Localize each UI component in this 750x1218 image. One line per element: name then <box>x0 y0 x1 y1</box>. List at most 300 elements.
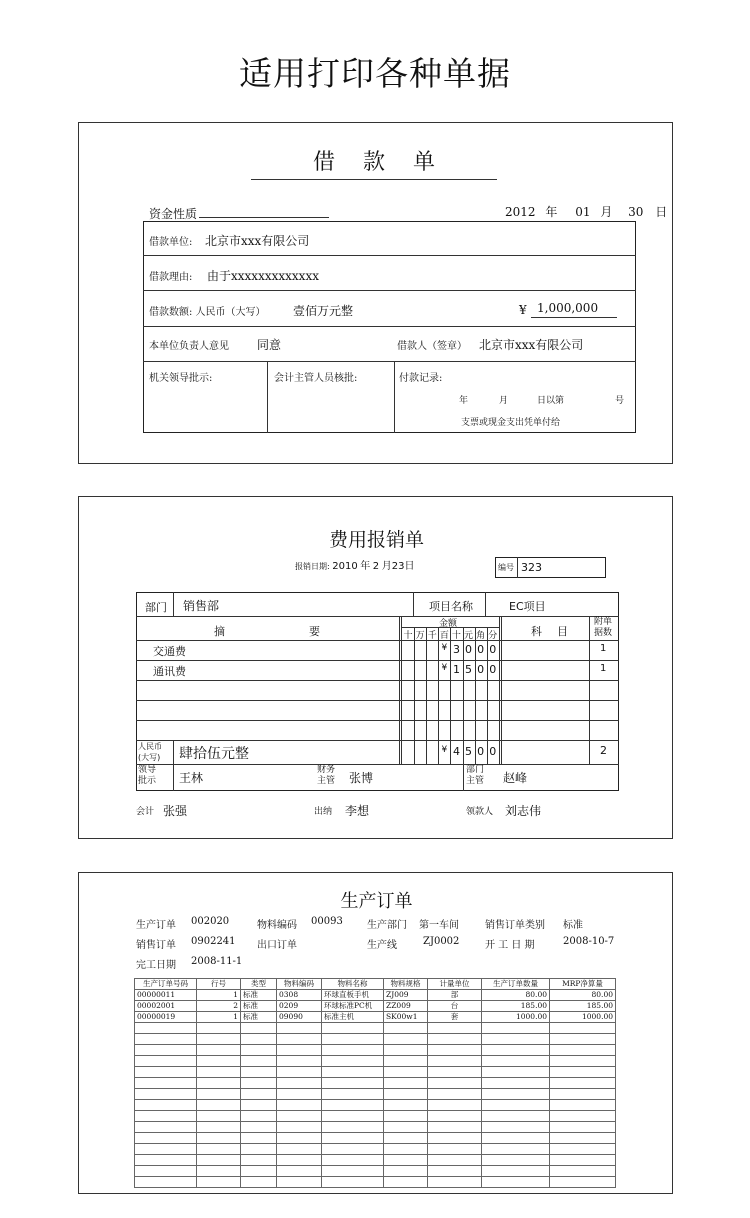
table-cell <box>384 1144 428 1155</box>
sales-order-label: 销售订单 <box>136 940 176 951</box>
row-divider <box>136 700 619 701</box>
table-cell <box>197 1034 241 1045</box>
payment-label: 付款记录: <box>399 373 443 384</box>
table-cell <box>322 1056 384 1067</box>
amount-digit: 0 <box>477 663 485 676</box>
table-cell <box>241 1144 277 1155</box>
table-cell <box>384 1078 428 1089</box>
sales-order-value: 0902241 <box>191 936 236 947</box>
expense-row-attach: 1 <box>600 663 607 674</box>
digit-header: 十 <box>403 631 413 641</box>
table-cell <box>241 1078 277 1089</box>
payment-year: 年 <box>459 396 469 406</box>
table-cell <box>428 1177 482 1188</box>
order-no-label: 生产订单 <box>136 920 176 931</box>
project-label: 项目名称 <box>429 600 473 613</box>
column-header: 物料规格 <box>384 979 428 990</box>
table-cell <box>277 1133 322 1144</box>
fund-nature-label: 资金性质 <box>149 207 198 221</box>
table-cell <box>428 1056 482 1067</box>
table-cell <box>277 1067 322 1078</box>
table-cell <box>322 1100 384 1111</box>
table-cell: 台 <box>428 1001 482 1012</box>
table-row[interactable] <box>135 1111 616 1122</box>
column-header: 计量单位 <box>428 979 482 990</box>
table-cell <box>482 1133 550 1144</box>
dept-head-label <box>466 765 484 787</box>
table-cell: ZZ009 <box>384 1001 428 1012</box>
date-month: 2 <box>372 561 380 572</box>
table-cell: 80.00 <box>482 990 550 1001</box>
amount-digit: 3 <box>452 643 460 656</box>
table-cell <box>241 1122 277 1133</box>
column-header: 行号 <box>197 979 241 990</box>
row-divider <box>143 361 636 362</box>
row-divider <box>136 720 619 721</box>
date-year: 2010 <box>332 561 358 572</box>
start-date-value: 2008-10-7 <box>563 936 615 947</box>
table-cell <box>197 1177 241 1188</box>
date-year-unit: 年 <box>545 205 558 219</box>
table-cell <box>428 1023 482 1034</box>
table-cell <box>482 1166 550 1177</box>
dept-head-value: 赵峰 <box>503 771 528 785</box>
table-cell <box>428 1155 482 1166</box>
table-cell <box>482 1078 550 1089</box>
dept-head-label-2: 主管 <box>466 776 485 786</box>
expense-row-summary: 交通费 <box>153 645 186 658</box>
table-cell <box>135 1177 197 1188</box>
table-cell <box>241 1067 277 1078</box>
summary-label: 要 <box>309 625 320 638</box>
reason-value: 由于xxxxxxxxxxxxx <box>207 269 319 283</box>
table-cell: 2 <box>197 1001 241 1012</box>
col-divider <box>589 616 590 764</box>
table-cell <box>384 1133 428 1144</box>
rmb-label <box>138 741 162 763</box>
table-row[interactable] <box>135 1166 616 1177</box>
subject-label: 科 <box>531 625 542 638</box>
sales-type-value: 标准 <box>563 920 583 931</box>
table-cell: 09090 <box>277 1012 322 1023</box>
table-cell: 部 <box>428 990 482 1001</box>
table-cell <box>428 1111 482 1122</box>
col-divider <box>173 740 174 791</box>
finish-date-label: 完工日期 <box>136 960 176 971</box>
amount-digit: 1 <box>452 663 460 676</box>
date-label: 报销日期: <box>295 562 330 571</box>
table-row[interactable] <box>135 1001 616 1012</box>
amount-digit: ¥ <box>441 663 448 673</box>
table-cell <box>135 1045 197 1056</box>
loan-slip-card <box>78 122 673 464</box>
column-header: 类型 <box>241 979 277 990</box>
table-cell <box>135 1111 197 1122</box>
accountant-label: 会计 <box>136 807 155 817</box>
receiver-value: 刘志伟 <box>505 804 542 818</box>
payment-day: 日以第 <box>537 396 565 406</box>
table-cell <box>135 1056 197 1067</box>
table-cell <box>241 1034 277 1045</box>
table-cell <box>197 1089 241 1100</box>
table-cell: 标准 <box>241 1012 277 1023</box>
table-cell: 80.00 <box>550 990 616 1001</box>
number-label: 编号 <box>498 563 514 572</box>
table-row[interactable] <box>135 1056 616 1067</box>
title-underline <box>251 179 497 180</box>
table-cell: 标准 <box>241 1001 277 1012</box>
column-header: 生产订单数量 <box>482 979 550 990</box>
table-cell <box>322 1122 384 1133</box>
col-divider <box>173 592 174 616</box>
table-cell <box>277 1056 322 1067</box>
production-dept-value: 第一车间 <box>419 920 459 931</box>
table-cell <box>197 1067 241 1078</box>
table-cell <box>550 1089 616 1100</box>
finance-label-2: 主管 <box>317 776 336 786</box>
table-row[interactable] <box>135 1034 616 1045</box>
number-divider <box>517 557 518 578</box>
table-cell: 0308 <box>277 990 322 1001</box>
table-cell <box>322 1111 384 1122</box>
finance-label <box>317 765 335 787</box>
table-cell <box>482 1089 550 1100</box>
col-divider <box>463 764 464 791</box>
table-cell <box>277 1089 322 1100</box>
table-cell: 0209 <box>277 1001 322 1012</box>
amount-digit: ¥ <box>441 643 448 653</box>
table-cell <box>135 1067 197 1078</box>
table-cell <box>384 1166 428 1177</box>
table-cell <box>384 1056 428 1067</box>
table-row[interactable] <box>135 1045 616 1056</box>
table-cell <box>135 1122 197 1133</box>
payment-month: 月 <box>499 396 509 406</box>
amount-underline <box>531 317 617 318</box>
rmb-label-1: 人民币 <box>138 742 162 751</box>
receiver-label: 领款人 <box>466 807 494 817</box>
dept-head-label-1: 部门 <box>466 765 485 775</box>
table-cell <box>197 1166 241 1177</box>
table-cell <box>482 1056 550 1067</box>
table-header-row <box>135 979 616 990</box>
table-cell <box>550 1133 616 1144</box>
table-cell <box>135 1034 197 1045</box>
production-dept-label: 生产部门 <box>367 920 407 931</box>
digit-divider <box>426 627 427 764</box>
table-cell: 1 <box>197 1012 241 1023</box>
table-cell <box>550 1045 616 1056</box>
table-cell <box>550 1111 616 1122</box>
column-header: 物料名称 <box>322 979 384 990</box>
table-cell <box>277 1155 322 1166</box>
table-cell <box>197 1133 241 1144</box>
amount-digit: 5 <box>465 745 473 758</box>
table-cell <box>277 1023 322 1034</box>
table-cell: 1 <box>197 990 241 1001</box>
table-cell <box>428 1078 482 1089</box>
digit-header: 角 <box>476 631 486 641</box>
production-card <box>78 872 673 1194</box>
table-cell <box>322 1067 384 1078</box>
table-row[interactable] <box>135 1012 616 1023</box>
rmb-label-2: (大写) <box>138 753 161 762</box>
table-cell <box>135 1023 197 1034</box>
table-cell <box>277 1177 322 1188</box>
table-cell <box>428 1067 482 1078</box>
table-cell <box>428 1034 482 1045</box>
table-cell <box>428 1122 482 1133</box>
table-cell <box>550 1034 616 1045</box>
table-cell <box>482 1023 550 1034</box>
amount-label: 金额 <box>439 619 458 629</box>
table-cell <box>550 1144 616 1155</box>
row-divider <box>136 764 619 765</box>
table-cell <box>135 1089 197 1100</box>
table-cell <box>482 1045 550 1056</box>
line-label: 生产线 <box>367 940 397 951</box>
table-cell <box>197 1155 241 1166</box>
amount-digit: 0 <box>489 745 497 758</box>
table-row[interactable] <box>135 1067 616 1078</box>
digit-header: 万 <box>415 631 425 641</box>
table-cell <box>384 1111 428 1122</box>
number-value: 323 <box>521 561 542 574</box>
table-cell <box>482 1122 550 1133</box>
table-cell <box>384 1177 428 1188</box>
total-attach: 2 <box>600 744 607 757</box>
loan-slip-title: 借款单 <box>312 150 463 175</box>
table-row[interactable] <box>135 1122 616 1133</box>
table-cell <box>384 1067 428 1078</box>
date-year: 2012 <box>505 205 536 219</box>
table-cell <box>241 1089 277 1100</box>
table-cell <box>135 1078 197 1089</box>
table-cell <box>241 1100 277 1111</box>
column-header: 物料编码 <box>277 979 322 990</box>
table-cell <box>550 1023 616 1034</box>
table-row[interactable] <box>135 1078 616 1089</box>
table-cell <box>322 1133 384 1144</box>
table-cell <box>428 1133 482 1144</box>
expense-title: 费用报销单 <box>328 529 424 551</box>
table-cell <box>384 1100 428 1111</box>
expense-row-summary: 通讯费 <box>153 665 186 678</box>
expense-date <box>295 557 414 572</box>
date-year-unit: 年 <box>360 561 371 572</box>
amount-digit: 0 <box>477 745 485 758</box>
digit-header: 十 <box>451 631 461 641</box>
table-row[interactable] <box>135 1144 616 1155</box>
table-cell <box>197 1100 241 1111</box>
unit-head-label: 本单位负责人意见 <box>149 341 229 352</box>
amount-digit: 0 <box>489 643 497 656</box>
table-row[interactable] <box>135 990 616 1001</box>
table-cell <box>197 1111 241 1122</box>
line-value: ZJ0002 <box>423 936 460 947</box>
date-day-unit: 日 <box>655 205 668 219</box>
table-row[interactable] <box>135 1177 616 1188</box>
table-cell <box>384 1023 428 1034</box>
table-cell <box>197 1045 241 1056</box>
table-cell <box>384 1089 428 1100</box>
production-title: 生产订单 <box>340 891 413 912</box>
summary-label: 摘 <box>214 625 225 638</box>
total-words: 肆拾伍元整 <box>179 746 249 762</box>
table-cell <box>550 1122 616 1133</box>
table-cell: SK00w1 <box>384 1012 428 1023</box>
reason-label: 借款理由: <box>149 272 193 283</box>
amount-symbol: ¥ <box>519 303 527 317</box>
table-cell <box>550 1100 616 1111</box>
col-divider <box>413 592 414 616</box>
table-row[interactable] <box>135 1089 616 1100</box>
amount-digit: 4 <box>452 745 460 758</box>
finance-value: 张博 <box>349 771 374 785</box>
page-title: 适用打印各种单据 <box>239 54 511 93</box>
sales-type-label: 销售订单类别 <box>485 920 545 931</box>
row-divider <box>136 740 619 741</box>
table-cell: 标准主机 <box>322 1012 384 1023</box>
table-cell <box>322 1089 384 1100</box>
table-cell: 1000.00 <box>550 1012 616 1023</box>
dept-value: 销售部 <box>183 599 220 613</box>
table-cell <box>428 1166 482 1177</box>
table-cell <box>322 1166 384 1177</box>
table-cell <box>277 1078 322 1089</box>
table-cell <box>482 1144 550 1155</box>
table-cell <box>241 1166 277 1177</box>
subject-label: 目 <box>557 625 568 638</box>
table-cell <box>550 1177 616 1188</box>
row-divider <box>136 640 619 641</box>
table-cell <box>135 1100 197 1111</box>
table-cell <box>197 1078 241 1089</box>
table-cell <box>428 1100 482 1111</box>
leader-label-2: 批示 <box>138 776 157 786</box>
amount-digit: 0 <box>489 663 497 676</box>
col-divider <box>394 361 395 433</box>
table-cell <box>428 1089 482 1100</box>
table-cell: 00002001 <box>135 1001 197 1012</box>
table-cell <box>482 1177 550 1188</box>
table-cell <box>135 1155 197 1166</box>
amount-digit: 5 <box>465 663 473 676</box>
table-cell <box>550 1078 616 1089</box>
table-cell <box>277 1122 322 1133</box>
table-cell <box>241 1177 277 1188</box>
table-cell <box>428 1045 482 1056</box>
payment-no: 号 <box>615 396 625 406</box>
table-row[interactable] <box>135 1023 616 1034</box>
material-code-value: 00093 <box>311 916 343 927</box>
amount-digit: 0 <box>465 643 473 656</box>
table-cell <box>384 1122 428 1133</box>
table-cell: ZJ009 <box>384 990 428 1001</box>
table-cell <box>277 1144 322 1155</box>
table-cell: 00000019 <box>135 1012 197 1023</box>
table-row[interactable] <box>135 1100 616 1111</box>
table-cell <box>241 1056 277 1067</box>
table-cell <box>241 1023 277 1034</box>
table-row[interactable] <box>135 1155 616 1166</box>
outbound-label: 出口订单 <box>257 940 297 951</box>
col-divider <box>499 616 500 764</box>
table-cell: 套 <box>428 1012 482 1023</box>
col-divider <box>399 616 400 764</box>
table-cell <box>550 1166 616 1177</box>
table-cell <box>482 1067 550 1078</box>
accountant-value: 张强 <box>163 804 188 818</box>
start-date-label: 开 工 日 期 <box>485 940 535 951</box>
cashier-label: 出纳 <box>314 807 333 817</box>
digit-header: 千 <box>427 631 437 641</box>
leader-value: 王林 <box>179 771 204 785</box>
date-month: 01 <box>575 205 591 219</box>
expense-card <box>78 496 673 839</box>
borrower-sign-value: 北京市xxx有限公司 <box>479 338 584 352</box>
loan-date <box>505 203 667 220</box>
table-cell: 环球直板手机 <box>322 990 384 1001</box>
table-cell <box>322 1078 384 1089</box>
table-cell <box>322 1034 384 1045</box>
table-cell <box>322 1177 384 1188</box>
digit-header: 百 <box>439 631 449 641</box>
borrower-unit-label: 借款单位: <box>149 237 193 248</box>
cashier-value: 李想 <box>345 804 370 818</box>
table-cell <box>482 1155 550 1166</box>
table-cell <box>241 1045 277 1056</box>
table-cell <box>277 1166 322 1177</box>
table-row[interactable] <box>135 1133 616 1144</box>
table-cell <box>197 1144 241 1155</box>
col-divider <box>267 361 268 433</box>
table-cell <box>322 1023 384 1034</box>
dept-label: 部门 <box>145 601 167 614</box>
table-cell <box>277 1100 322 1111</box>
digit-header: 分 <box>488 631 498 641</box>
table-cell: 环球标准PC机 <box>322 1001 384 1012</box>
order-table-body <box>135 979 616 1188</box>
table-cell <box>241 1111 277 1122</box>
accountant-label: 会计主管人员核批: <box>274 373 358 384</box>
table-cell <box>384 1155 428 1166</box>
project-value: EC项目 <box>509 600 546 613</box>
amount-number: 1,000,000 <box>537 301 599 315</box>
table-cell <box>550 1067 616 1078</box>
order-no-value: 002020 <box>191 916 230 927</box>
table-cell <box>428 1144 482 1155</box>
amount-digit: ¥ <box>441 745 448 755</box>
order-table <box>134 978 616 1188</box>
leader-label: 机关领导批示: <box>149 373 213 384</box>
row-divider <box>143 255 636 256</box>
expense-row-attach: 1 <box>600 643 607 654</box>
table-cell <box>482 1111 550 1122</box>
date-day: 30 <box>628 205 644 219</box>
finish-date-value: 2008-11-1 <box>191 956 243 967</box>
table-cell <box>197 1023 241 1034</box>
table-cell <box>241 1155 277 1166</box>
col-divider <box>485 592 486 616</box>
fund-nature-line[interactable] <box>199 217 329 218</box>
col-divider <box>501 616 502 764</box>
table-cell <box>135 1166 197 1177</box>
material-code-label: 物料编码 <box>257 920 297 931</box>
date-day: 23日 <box>391 561 415 572</box>
table-cell <box>322 1045 384 1056</box>
table-cell <box>384 1045 428 1056</box>
